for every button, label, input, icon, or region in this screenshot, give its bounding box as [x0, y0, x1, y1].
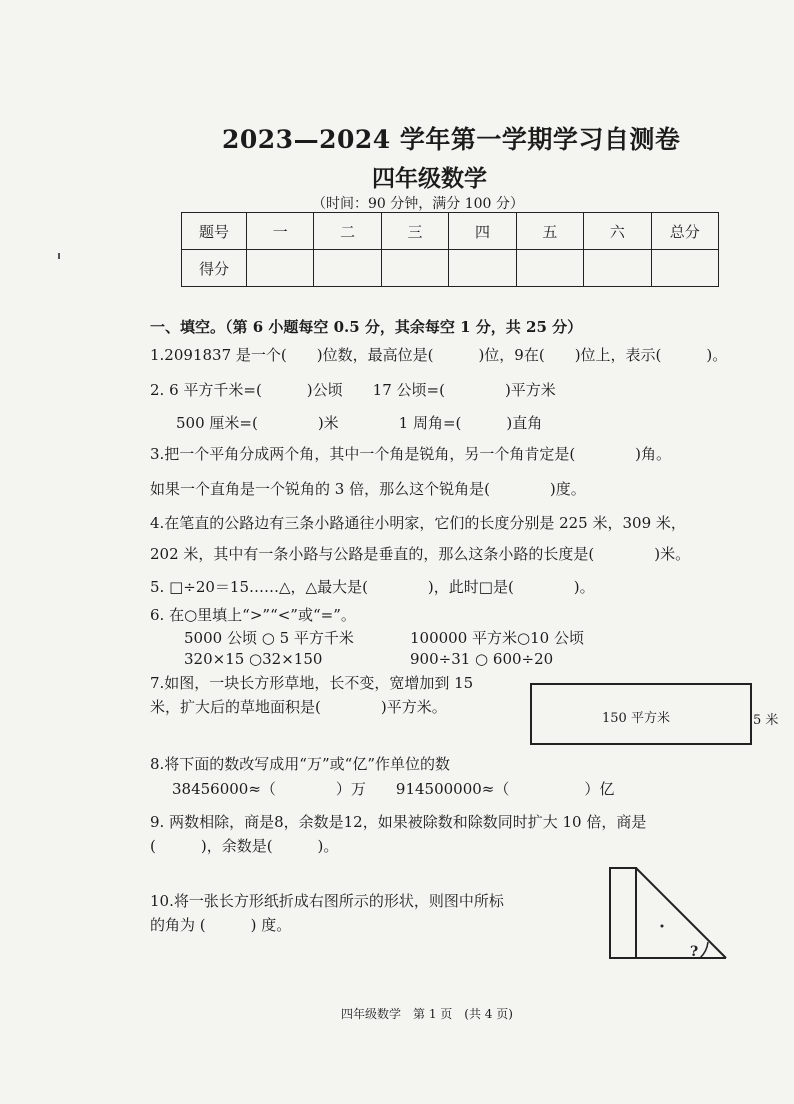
score-cell[interactable] — [449, 250, 516, 287]
score-cell[interactable] — [314, 250, 381, 287]
question-6a: 5000 公顷 ○ 5 平方千米 — [184, 629, 354, 647]
question-9a: 9. 两数相除，商是8，余数是12，如果被除数和除数同时扩大 10 倍，商是 — [150, 813, 647, 831]
table-cell: 四 — [449, 213, 516, 250]
table-cell: 总分 — [651, 213, 718, 250]
score-cell[interactable] — [381, 250, 448, 287]
table-cell: 五 — [516, 213, 583, 250]
table-cell: 题号 — [182, 213, 247, 250]
question-10a: 10.将一张长方形纸折成右图所示的形状，则图中所标 — [150, 892, 504, 910]
table-cell: 一 — [247, 213, 314, 250]
question-4a: 4.在笔直的公路边有三条小路通往小明家，它们的长度分别是 225 米，309 米， — [150, 514, 686, 532]
exam-title: 2023—2024 学年第一学期学习自测卷 — [222, 125, 681, 154]
subject-title: 四年级数学 — [372, 165, 487, 192]
question-6c: 320×15 ○32×150 — [184, 650, 323, 668]
lawn-width-label: 5 米 — [753, 713, 779, 728]
question-3b: 如果一个直角是一个锐角的 3 倍，那么这个锐角是( )度。 — [150, 480, 586, 498]
score-cell[interactable] — [584, 250, 651, 287]
question-7b: 米，扩大后的草地面积是( )平方米。 — [150, 698, 447, 716]
figure-fold-line — [636, 868, 726, 958]
score-table-score-row — [182, 250, 719, 287]
lawn-area-label: 150 平方米 — [602, 711, 670, 726]
score-table — [181, 212, 719, 287]
question-8a: 38456000≈（ ）万 914500000≈（ ）亿 — [172, 780, 615, 798]
score-cell[interactable] — [516, 250, 583, 287]
score-cell[interactable] — [651, 250, 718, 287]
question-2b: 500 厘米=( )米 1 周角=( )直角 — [176, 414, 543, 432]
figure-dot — [661, 925, 664, 928]
table-cell: 六 — [584, 213, 651, 250]
table-cell: 三 — [381, 213, 448, 250]
question-1: 1.2091837 是一个( )位数，最高位是( )位，9在( )位上，表示( )。 — [150, 346, 728, 364]
question-6d: 900÷31 ○ 600÷20 — [410, 650, 554, 668]
table-cell: 二 — [314, 213, 381, 250]
score-cell[interactable] — [247, 250, 314, 287]
table-cell: 得分 — [182, 250, 247, 287]
question-9b: ( )，余数是( )。 — [150, 837, 339, 855]
question-7a: 7.如图，一块长方形草地，长不变，宽增加到 15 — [150, 674, 474, 692]
question-8: 8.将下面的数改写成用“万”或“亿”作单位的数 — [150, 755, 450, 773]
figure-angle-mark: ? — [690, 944, 699, 960]
question-4b: 202 米，其中有一条小路与公路是垂直的，那么这条小路的长度是( )米。 — [150, 545, 691, 563]
question-5: 5. □÷20＝15……△，△最大是( )，此时□是( )。 — [150, 578, 595, 596]
score-table-header-row — [182, 213, 719, 250]
folded-paper-figure — [606, 864, 730, 962]
question-2a: 2. 6 平方千米=( )公顷 17 公顷=( )平方米 — [150, 381, 556, 399]
question-6: 6. 在○里填上“>”“<”或“=”。 — [150, 606, 356, 624]
question-6b: 100000 平方米○10 公顷 — [410, 629, 584, 647]
time-note: （时间：90 分钟，满分 100 分） — [312, 196, 524, 212]
question-10b: 的角为 ( ) 度。 — [150, 916, 292, 934]
figure-strip — [610, 868, 636, 958]
page-footer: 四年级数学 第 1 页 (共 4 页) — [341, 1007, 513, 1021]
question-3a: 3.把一个平角分成两个角，其中一个角是锐角，另一个角肯定是( )角。 — [150, 445, 672, 463]
figure-angle-arc — [700, 942, 708, 958]
scan-mark — [58, 253, 60, 259]
section-heading: 一、填空。（第 6 小题每空 0.5 分，其余每空 1 分，共 25 分） — [150, 318, 583, 336]
